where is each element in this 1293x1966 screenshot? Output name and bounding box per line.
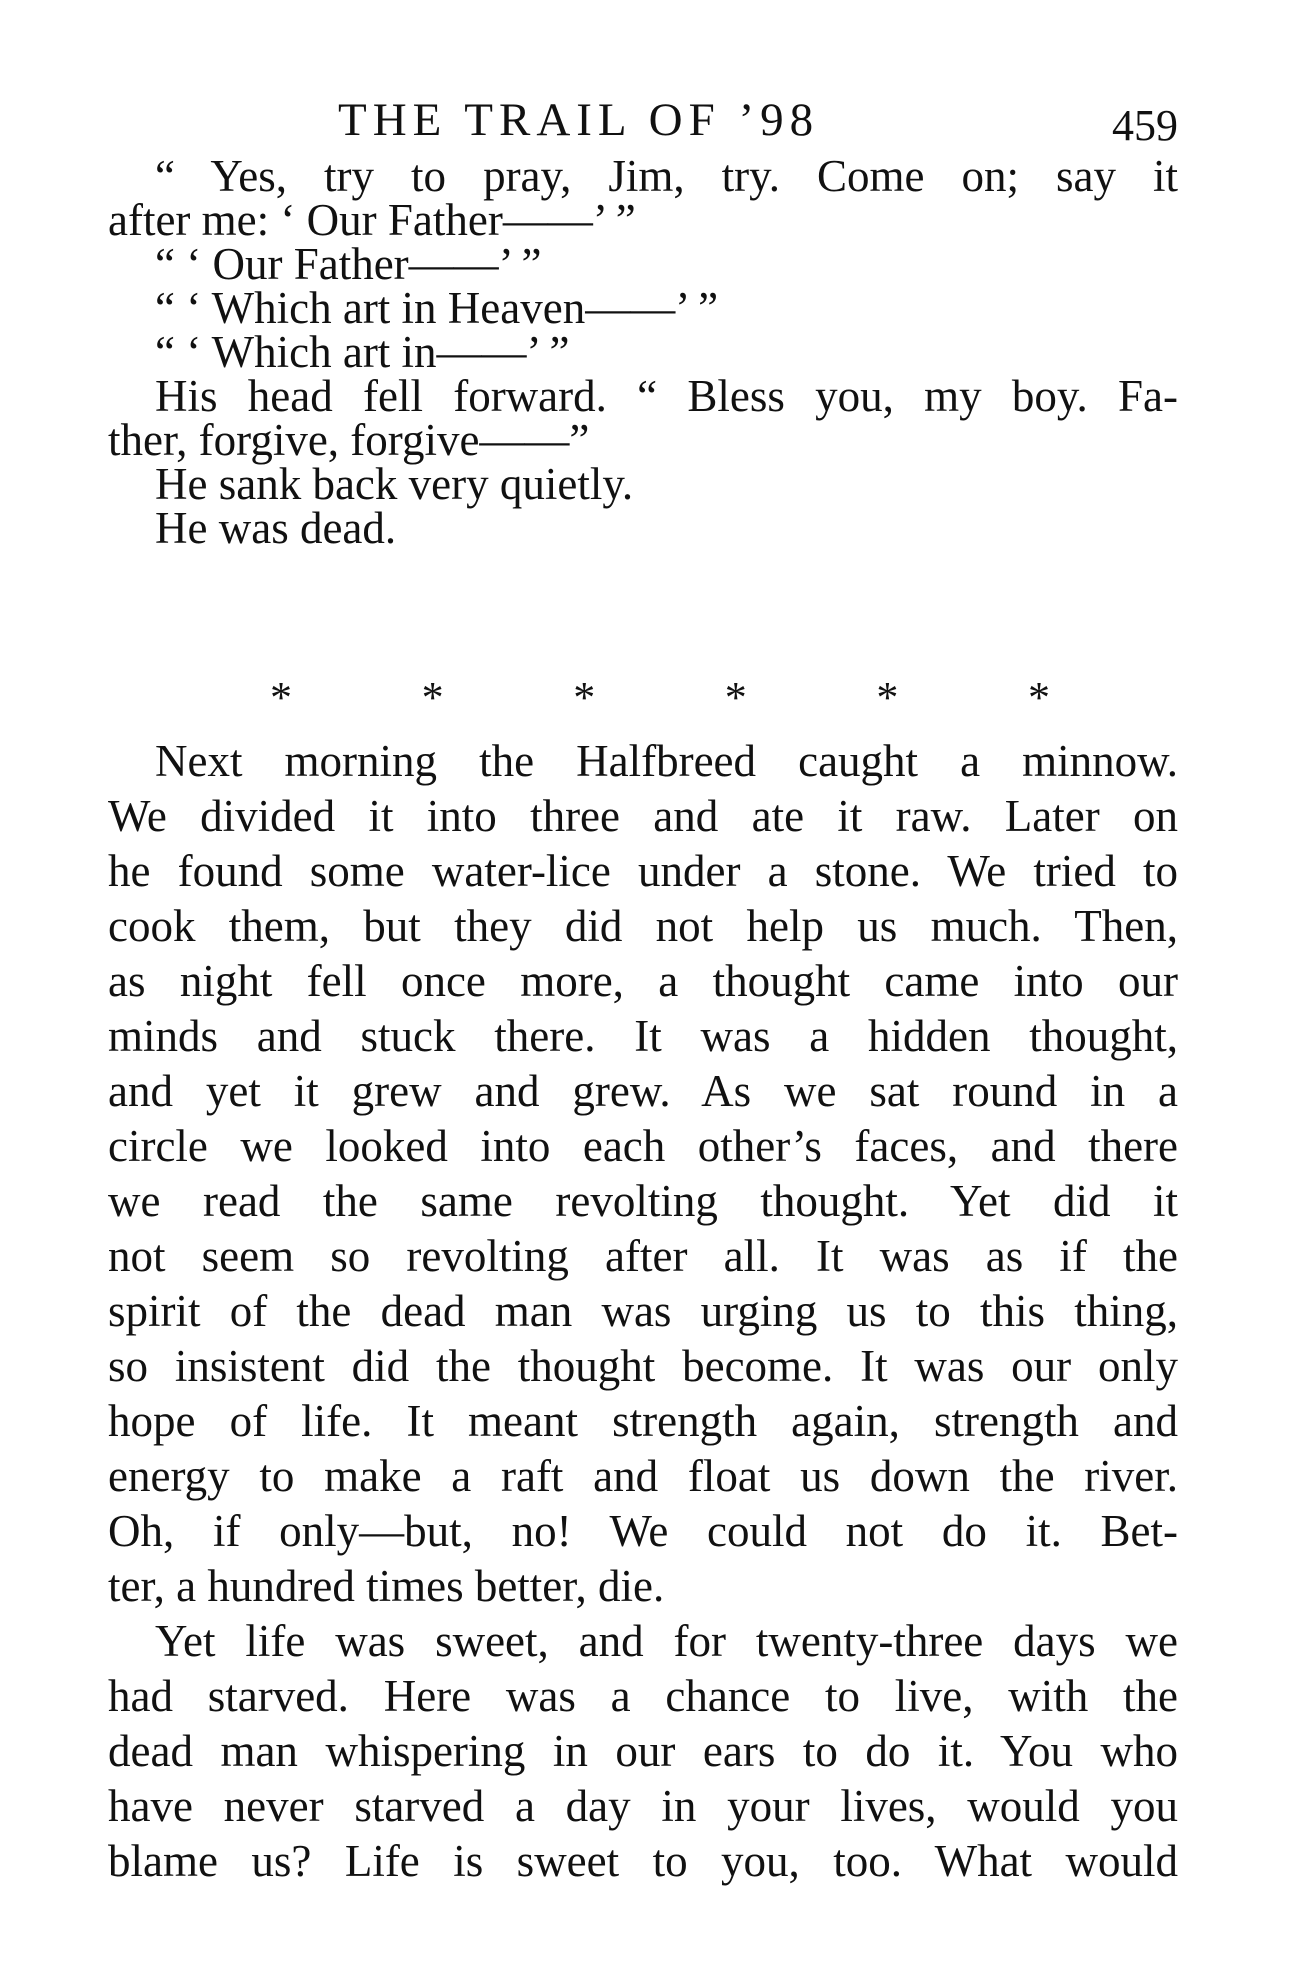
section-break-asterisk: * (876, 673, 899, 722)
text-line: Oh, if only—but, no! We could not do it. Bet- (108, 1506, 1178, 1556)
text-line: dead man whispering in our ears to do it. You who (108, 1726, 1178, 1776)
section-break-asterisk: * (1027, 673, 1050, 722)
text-line: have never starved a day in your lives, would you (108, 1781, 1178, 1831)
text-line: after me: ‘ Our Father——’ ” (108, 195, 636, 245)
text-line: energy to make a raft and float us down the river. (108, 1451, 1178, 1501)
text-line: circle we looked into each other’s faces, and there (108, 1121, 1178, 1171)
text-line: as night fell once more, a thought came into our (108, 956, 1178, 1006)
text-line: Yet life was sweet, and for twenty-three days we (155, 1616, 1178, 1666)
section-break-asterisk: * (724, 673, 747, 722)
section-break-asterisk: * (270, 673, 292, 722)
section-break-asterisk: * (573, 673, 596, 722)
text-line: and yet it grew and grew. As we sat round in a (108, 1066, 1178, 1116)
text-line: ter, a hundred times better, die. (108, 1561, 665, 1611)
text-line: cook them, but they did not help us much. Then, (108, 901, 1178, 951)
text-line: His head fell forward. “ Bless you, my boy. Fa- (155, 371, 1178, 421)
page-number: 459 (1112, 101, 1178, 150)
text-line: blame us? Life is sweet to you, too. What would (108, 1836, 1178, 1886)
text-line: He sank back very quietly. (155, 459, 634, 509)
running-head (108, 90, 1178, 150)
text-line: had starved. Here was a chance to live, with the (108, 1671, 1178, 1721)
text-line: We divided it into three and ate it raw. Later on (108, 791, 1178, 841)
section-break-asterisk: * (421, 673, 444, 722)
text-line: “ ‘ Our Father——’ ” (155, 239, 542, 289)
text-line: ther, forgive, forgive——” (108, 415, 590, 465)
text-line: he found some water-lice under a stone. We tried to (108, 846, 1178, 896)
text-line: He was dead. (155, 503, 397, 553)
text-line: hope of life. It meant strength again, strength and (108, 1396, 1178, 1446)
text-line: so insistent did the thought become. It was our only (108, 1341, 1178, 1391)
text-line: spirit of the dead man was urging us to this thing, (108, 1286, 1178, 1336)
text-line: “ ‘ Which art in Heaven——’ ” (155, 283, 719, 333)
text-line: “ Yes, try to pray, Jim, try. Come on; say it (155, 151, 1178, 201)
text-line: not seem so revolting after all. It was as if the (108, 1231, 1178, 1281)
text-line: minds and stuck there. It was a hidden thought, (108, 1011, 1178, 1061)
text-line: “ ‘ Which art in——’ ” (155, 327, 570, 377)
running-title: THE TRAIL OF ’98 (338, 94, 820, 146)
section-break (270, 670, 1050, 726)
text-line: Next morning the Halfbreed caught a minnow. (155, 736, 1178, 786)
text-line: we read the same revolting thought. Yet did it (108, 1176, 1178, 1226)
